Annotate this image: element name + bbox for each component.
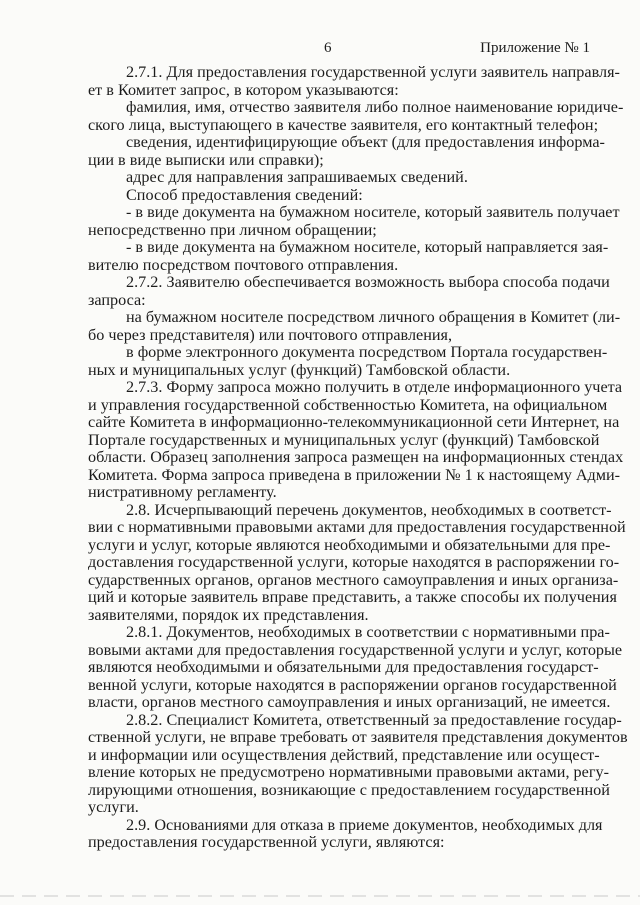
text-line: ет в Комитет запрос, в котором указываются: (88, 80, 399, 99)
text-line: сайте Комитета в информационно-телекоммуникационной сети Интернет, на (88, 413, 620, 431)
page-number: 6 (324, 40, 332, 56)
text-line: в форме электронного документа посредством Портала государствен- (126, 343, 608, 361)
text-line: Портале государственных и муниципальных услуг (функций) Тамбовской (88, 430, 600, 449)
text-line: запроса: (88, 290, 146, 309)
paragraph-p4 (88, 169, 590, 187)
text-line: и информации или осуществления действий, представление или осущест- (88, 745, 600, 764)
scan-edge-artifact (0, 895, 640, 897)
text-line: 2.8.1. Документов, необходимых в соответствии с нормативными пра- (126, 623, 610, 641)
text-line: адрес для направления запрашиваемых сведений. (126, 168, 468, 186)
text-line: на бумажном носителе посредством личного обращения в Комитет (ли- (126, 308, 621, 326)
text-line: 2.7.2. Заявителю обеспечивается возможность выбора способа подачи (126, 273, 610, 291)
text-line: 2.7.3. Форму запроса можно получить в отделе информационного учета (126, 378, 623, 396)
text-line: ского лица, выступающего в качестве заявителя, его контактный телефон; (88, 115, 599, 134)
text-line: области. Образец заполнения запроса размещен на информационных стендах (88, 448, 624, 466)
text-line: и управления государственной собственностью Комитета, на официальном (88, 395, 608, 414)
paragraph-p13 (88, 623, 623, 712)
text-line: услуги. (88, 798, 139, 816)
text-line: 2.8.2. Специалист Комитета, ответственный за предоставление государ- (126, 710, 622, 729)
paragraph-p9 (88, 308, 621, 344)
text-line: Комитета. Форма запроса приведена в приложении № 1 к настоящему Адми- (88, 465, 621, 484)
text-line: - в виде документа на бумажном носителе, который заявитель получает (126, 203, 620, 221)
paragraph-p2 (88, 98, 624, 134)
paragraph-p10 (88, 343, 608, 379)
text-line: сударственных органов, органов местного самоуправления и иных организа- (88, 570, 619, 589)
text-line: являются необходимыми и обязательными для предоставления государст- (88, 658, 599, 676)
text-line: непосредственно при личном обращении; (88, 220, 377, 239)
paragraph-p7 (88, 238, 609, 274)
page-header (0, 40, 640, 60)
text-line: бо через представителя) или почтового отправления, (88, 325, 453, 344)
appendix-label: Приложение № 1 (480, 40, 590, 56)
text-line: лирующими отношения, возникающие с предоставлением государственной (88, 780, 610, 799)
text-line: 2.7.1. Для предоставления государственной услуги заявитель направля- (126, 63, 620, 81)
text-line: ственной услуги, не вправе требовать от заявителя представления документов (88, 728, 628, 746)
text-line: ции в виде выписки или справки); (88, 150, 324, 169)
text-line: услуги и услуг, которые являются необходимыми и обязательными для пре- (88, 535, 611, 554)
text-line: доставления государственной услуги, которые находятся в распоряжении го- (88, 553, 620, 571)
paragraph-p6 (88, 203, 620, 239)
text-line: заявителями, порядок их представления. (88, 605, 369, 624)
text-line: Способ предоставления сведений: (126, 185, 363, 204)
text-line: вовыми актами для предоставления государственной услуги и услуг, которые (88, 640, 623, 659)
text-line: вителю посредством почтового отправления. (88, 255, 399, 274)
paragraph-p11 (88, 378, 624, 502)
text-line: вии с нормативными правовыми актами для предоставления государственной (88, 518, 626, 536)
text-line: вление которых не предусмотрено нормативными правовыми актами, регу- (88, 763, 609, 781)
paragraph-p12 (88, 500, 626, 625)
text-line: сведения, идентифицирующие объект (для предоставления информа- (126, 133, 605, 151)
document-body (88, 63, 628, 852)
paragraph-p1 (88, 63, 620, 99)
text-line: ций и которые заявитель вправе представить, а также способы их получения (88, 588, 617, 606)
paragraph-p14 (88, 710, 628, 817)
text-line: венной услуги, которые находятся в распоряжении органов государственной (88, 675, 617, 694)
text-line: предоставления государственной услуги, являются: (88, 833, 445, 851)
text-line: нистративному регламенту. (88, 483, 277, 501)
text-line: власти, органов местного самоуправления и иных организаций, не имеется. (88, 693, 611, 711)
paragraph-p15 (88, 815, 603, 852)
text-line: - в виде документа на бумажном носителе, который направляется зая- (126, 238, 609, 256)
paragraph-p3 (88, 133, 605, 169)
paragraph-p8 (88, 273, 610, 309)
text-line: фамилия, имя, отчество заявителя либо полное наименование юридиче- (126, 98, 624, 116)
paragraph-p5 (88, 187, 590, 205)
text-line: ных и муниципальных услуг (функций) Тамбовской области. (88, 360, 511, 379)
text-line: 2.9. Основаниями для отказа в приеме документов, необходимых для (126, 815, 603, 834)
text-line: 2.8. Исчерпывающий перечень документов, необходимых в соответст- (126, 500, 612, 519)
